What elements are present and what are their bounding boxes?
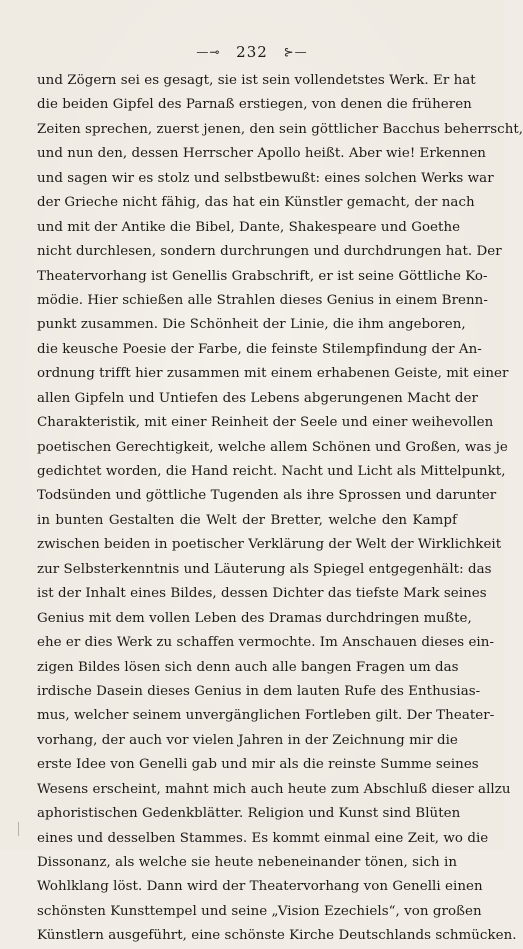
text-line: die beiden Gipfel des Parnaß erstiegen, von denen die früheren — [37, 97, 472, 113]
text-line: Charakteristik, mit einer Reinheit der Seele und einer weihevollen — [37, 415, 494, 431]
text-line: Genius mit dem vollen Leben des Dramas durchdringen mußte, — [37, 610, 472, 626]
text-line: ist der Inhalt eines Bildes, dessen Dichter das tiefste Mark seines — [37, 586, 487, 602]
text-line: poetischen Gerechtigkeit, welche allem Schönen und Großen, was je — [37, 439, 508, 455]
text-line: und mit der Antike die Bibel, Dante, Shakespeare und Goethe — [37, 219, 461, 235]
text-line: aphoristischen Gedenkblätter. Religion und Kunst sind Blüten — [37, 806, 461, 822]
text-line: schönsten Kunsttempel und seine „Vision Ezechiels“, von großen — [37, 903, 482, 919]
text-line: irdische Dasein dieses Genius in dem lauten Rufe des Enthusias- — [37, 683, 481, 699]
text-line: und nun den, dessen Herrscher Apollo heißt. Aber wie! Erkennen — [37, 146, 486, 162]
text-line: Zeiten sprechen, zuerst jenen, den sein göttlicher Bacchus beherrscht, — [37, 121, 523, 137]
text-line: zur Selbsterkenntnis und Läuterung als Spiegel entgegenhält: das — [37, 561, 492, 577]
text-line: ordnung trifft hier zusammen mit einem erhabenen Geiste, mit einer — [37, 366, 509, 382]
page-header — [0, 42, 504, 61]
text-line: punkt zusammen. Die Schönheit der Linie, die ihm angeboren, — [37, 317, 466, 333]
text-line: Künstlern ausgeführt, eine schönste Kirche Deutschlands schmücken. — [37, 928, 517, 944]
text-line: Theatervorhang ist Genellis Grabschrift, er ist seine Göttliche Ko- — [37, 268, 488, 284]
page-edge-mark — [18, 822, 19, 836]
text-line: Todsünden und göttliche Tugenden als ihre Sprossen und darunter — [37, 488, 497, 504]
body-text — [37, 69, 523, 949]
text-line: die keusche Poesie der Farbe, die feinste Stilempfindung der An- — [37, 341, 482, 357]
text-line: mödie. Hier schießen alle Strahlen dieses Genius in einem Brenn- — [37, 292, 488, 308]
text-line: und sagen wir es stolz und selbstbewußt: eines solchen Werks war — [37, 170, 494, 186]
text-line: mus, welcher seinem unvergänglichen Fortleben gilt. Der Theater- — [37, 708, 495, 724]
page-number: 232 — [236, 43, 268, 61]
ornament-left-icon: —⊸ — [196, 45, 221, 59]
text-line: und Zögern sei es gesagt, sie ist sein vollendetstes Werk. Er hat — [37, 73, 476, 88]
text-line: zigen Bildes lösen sich denn auch alle bangen Fragen um das — [37, 659, 459, 675]
text-line: eines und desselben Stammes. Es kommt einmal eine Zeit, wo die — [37, 830, 489, 846]
text-line: Dissonanz, als welche sie heute nebeneinander tönen, sich in — [37, 855, 457, 870]
text-line: zwischen beiden in poetischer Verklärung der Welt der Wirklichkeit — [37, 537, 502, 553]
text-line: in bunten Gestalten die Welt der Bretter, welche den Kampf — [37, 512, 457, 528]
text-line: erste Idee von Genelli gab und mir als die reinste Summe seines — [37, 757, 479, 773]
text-line: der Grieche nicht fähig, das hat ein Künstler gemacht, der nach — [37, 195, 475, 211]
ornament-right-icon: ⊱— — [283, 45, 308, 59]
text-line: Wesens erscheint, mahnt mich auch heute zum Abschluß dieser allzu — [37, 781, 511, 797]
text-line: vorhang, der auch vor vielen Jahren in der Zeichnung mir die — [37, 732, 458, 748]
text-line: Wohlklang löst. Dann wird der Theatervorhang von Genelli einen — [37, 879, 483, 895]
text-line: allen Gipfeln und Untiefen des Lebens abgerungenen Macht der — [37, 390, 478, 406]
text-line: ehe er dies Werk zu schaffen vermochte. Im Anschauen dieses ein- — [37, 635, 495, 651]
text-line: gedichtet worden, die Hand reicht. Nacht und Licht als Mittelpunkt, — [37, 464, 506, 479]
text-line: nicht durchlesen, sondern durchrungen und durchdrungen hat. Der — [37, 244, 502, 260]
